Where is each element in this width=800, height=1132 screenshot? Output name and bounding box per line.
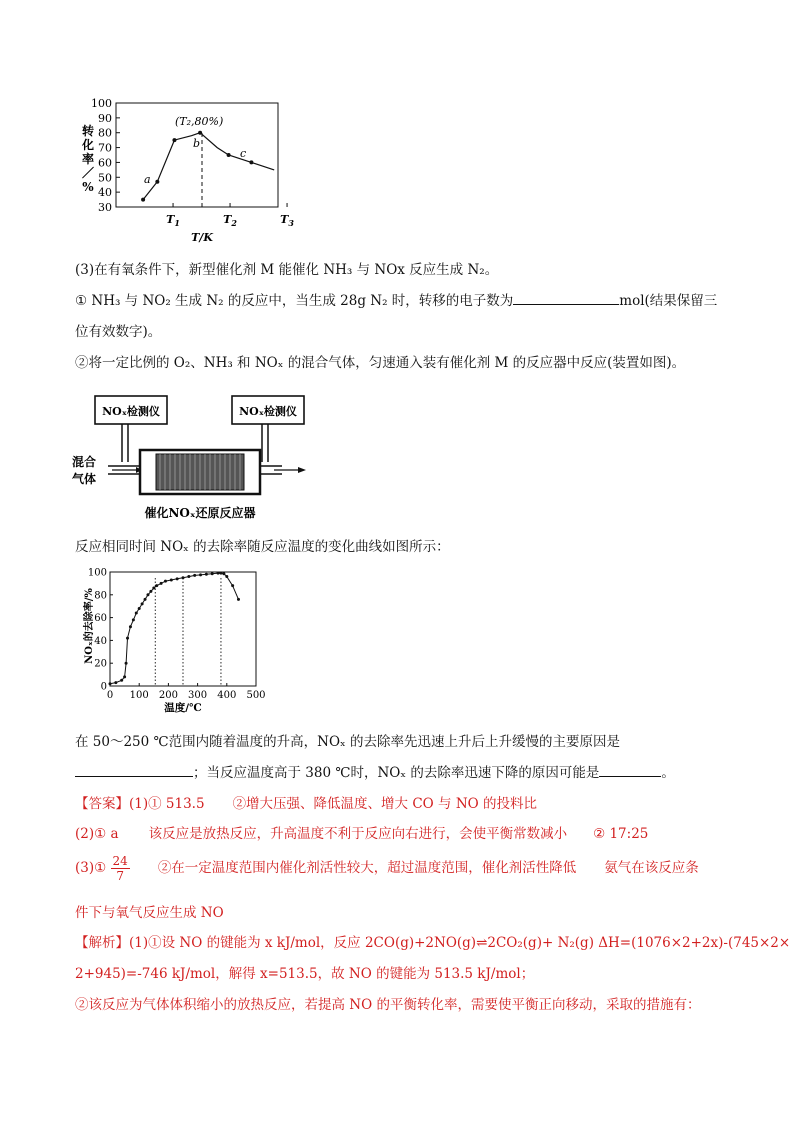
chart2-y-tick-label: 0 xyxy=(100,681,107,693)
chart1-x-axis-label: T/K xyxy=(191,231,213,244)
chart2-point xyxy=(225,575,228,578)
chart1-point-b: b xyxy=(193,137,201,150)
chart2-point xyxy=(123,675,126,678)
chart1-point xyxy=(249,160,253,164)
chart2-x-tick-label: 400 xyxy=(217,690,237,701)
chart2-y-tick-label: 40 xyxy=(94,635,107,647)
chart2-point xyxy=(231,584,234,587)
chart2-point xyxy=(141,602,144,605)
answer-blank-2[interactable] xyxy=(75,775,193,777)
chart2-points xyxy=(109,572,240,686)
analysis-line-3: ②该反应为气体体积缩小的放热反应，若提高 NO 的平衡转化率，需要使平衡正向移动，采取的措施有： xyxy=(75,997,701,1013)
curve-intro: 反应相同时间 NOₓ 的去除率随反应温度的变化曲线如图所示： xyxy=(75,539,450,555)
chart1-point xyxy=(172,138,176,142)
chart2-point xyxy=(152,586,155,589)
reactor-apparatus-diagram xyxy=(70,390,330,530)
fraction-numerator: 24 xyxy=(112,854,128,868)
analysis-line-1 xyxy=(75,931,790,951)
svg-text:转化率／%: 转化率／% xyxy=(81,124,95,194)
answer-1-2: ②增大压强、降低温度、增大 CO 与 NO 的投料比 xyxy=(232,796,538,812)
q3-part2: ②将一定比例的 O₂、NH₃ 和 NOₓ 的混合气体，匀速通入装有催化剂 M 的反应器中反应(装置如图)。 xyxy=(75,355,686,371)
chart2-curve xyxy=(110,573,239,684)
detector-label-left: NOₓ检测仪 xyxy=(102,405,160,418)
chart1-peak-label: (T₂,80%) xyxy=(175,115,224,128)
chart2-point xyxy=(193,574,196,577)
chart2-point xyxy=(222,572,225,575)
chart1-y-tick-label: 40 xyxy=(98,186,112,200)
chart2-y-tick-label: 20 xyxy=(94,658,107,670)
answer-line-3 xyxy=(75,850,699,886)
answer-fraction xyxy=(111,854,130,883)
answer-3-2: ②在一定温度范围内催化剂活性较大，超过温度范围，催化剂活性降低 xyxy=(157,860,577,876)
chart2-point xyxy=(219,572,222,575)
answer-3-3: 氨气在该反应条 xyxy=(604,860,699,876)
q3-part1 xyxy=(75,289,717,309)
analysis-line-2: 2+945)=-746 kJ/mol，解得 x=513.5，故 NO 的键能为 513.5 kJ/mol； xyxy=(75,966,535,982)
chart2-point xyxy=(146,593,149,596)
chart1-y-tick-label: 80 xyxy=(98,126,112,140)
chart2-point xyxy=(135,612,138,615)
answer-line-4: 件下与氧气反应生成 NO xyxy=(75,905,224,921)
analysis-question: 在 50～250 ℃范围内随着温度的升高，NOₓ 的去除率先迅速上升后上升缓慢的主要原因是 xyxy=(75,734,621,750)
chart1-point-a: a xyxy=(144,173,151,186)
chart1-point xyxy=(141,198,145,202)
chart1-x-tick-label: $T_1$ xyxy=(166,213,180,228)
chart1-y-tick-label: 90 xyxy=(98,111,112,125)
chart2-x-tick-label: 0 xyxy=(106,690,114,701)
chart2-point xyxy=(182,576,185,579)
chart1-point xyxy=(155,180,159,184)
q3-part1-text: ① NH₃ 与 NO₂ 生成 N₂ 的反应中，当生成 28g N₂ 时，转移的电子数为 xyxy=(75,293,514,309)
chart2-x-tick-label: 500 xyxy=(246,690,266,701)
q3-intro: (3)在有氧条件下，新型催化剂 M 能催化 NH₃ 与 NOx 反应生成 N₂。 xyxy=(75,262,499,278)
chart2-y-tick-label: 80 xyxy=(94,590,107,602)
q3-part1-cont: 位有效数字)。 xyxy=(75,324,162,340)
chart2-y-tick-label: 100 xyxy=(87,567,107,579)
answer-line-2 xyxy=(75,822,648,842)
chart1-y-axis-label xyxy=(81,123,94,194)
analysis-1: (1)①设 NO 的键能为 x kJ/mol，反应 2CO(g)+2NO(g)⇌2CO₂(g)+ N₂(g) ΔH=(1076×2+2x)-(745×2× xyxy=(129,935,791,951)
answer-3-1: (3)① xyxy=(75,860,107,876)
chart2-point xyxy=(132,618,135,621)
chart2-point xyxy=(138,607,141,610)
chart2-x-tick-label: 100 xyxy=(129,690,149,701)
fraction-denominator: 7 xyxy=(116,869,124,883)
chart2-point xyxy=(144,598,147,601)
chart2-point xyxy=(217,572,220,575)
q3-part1-unit: mol(结果保留三 xyxy=(619,293,718,309)
chart2-x-axis-label: 温度/℃ xyxy=(164,702,202,714)
answer-blank-3[interactable] xyxy=(599,775,661,777)
chart2-point xyxy=(125,662,128,665)
chart2-point xyxy=(160,582,163,585)
chart2-point xyxy=(129,625,132,628)
chart2-dotted-guides xyxy=(155,578,221,686)
answer-2-2: ② 17:25 xyxy=(593,826,649,842)
chart1-point-c: c xyxy=(240,147,247,160)
chart1-point xyxy=(227,153,231,157)
analysis-question-end: 。 xyxy=(661,765,675,781)
chart2-point xyxy=(205,573,208,576)
chart1-y-tick-label: 60 xyxy=(98,156,112,170)
chart2-point xyxy=(199,573,202,576)
chart2-point xyxy=(114,681,117,684)
chart1-curve xyxy=(143,133,274,200)
inlet-label-line2: 气体 xyxy=(71,472,97,486)
chart2-point xyxy=(149,590,152,593)
answer-2-explain: 该反应是放热反应，升高温度不利于反应向右进行，会使平衡常数减小 xyxy=(148,826,568,842)
answer-1-1: (1)① 513.5 xyxy=(129,796,205,812)
nox-removal-chart xyxy=(70,560,280,715)
chart2-y-axis-label: NOₓ的去除率/% xyxy=(84,588,95,664)
chart2-point xyxy=(120,679,123,682)
chart1-y-tick-label: 100 xyxy=(91,97,112,110)
chart2-point xyxy=(109,682,112,685)
analysis-question-cont xyxy=(75,761,675,781)
answer-line-1 xyxy=(75,792,537,812)
chart2-x-tick-label: 300 xyxy=(188,690,208,701)
chart1-y-tick-label: 50 xyxy=(98,171,112,185)
chart2-point xyxy=(126,637,129,640)
inlet-label-line1: 混合 xyxy=(71,455,97,469)
chart1-point xyxy=(198,131,202,135)
chart2-point xyxy=(164,580,167,583)
chart2-point xyxy=(176,577,179,580)
chart2-y-tick-label: 60 xyxy=(94,613,107,625)
conversion-chart xyxy=(70,95,294,250)
detector-label-right: NOₓ检测仪 xyxy=(239,405,297,418)
answer-2-1: (2)① a xyxy=(75,826,119,842)
answer-label: 【答案】 xyxy=(75,796,129,812)
chart2-x-tick-label: 200 xyxy=(158,690,178,701)
chart2-point xyxy=(170,578,173,581)
reactor-caption: 催化NOₓ还原反应器 xyxy=(144,506,256,520)
analysis-label: 【解析】 xyxy=(75,935,129,951)
answer-blank-1[interactable] xyxy=(513,303,619,305)
chart1-y-tick-label: 30 xyxy=(98,201,112,214)
chart2-point xyxy=(237,598,240,601)
chart2-point xyxy=(155,584,158,587)
chart2-point xyxy=(211,572,214,575)
chart1-x-tick-label: $T_2$ xyxy=(223,213,237,228)
chart1-x-tick-label: $T_3$ xyxy=(280,213,294,228)
analysis-question-text: ；当反应温度高于 380 ℃时，NOₓ 的去除率迅速下降的原因可能是 xyxy=(193,765,600,781)
chart2-point xyxy=(187,575,190,578)
chart1-y-tick-label: 70 xyxy=(98,141,112,155)
